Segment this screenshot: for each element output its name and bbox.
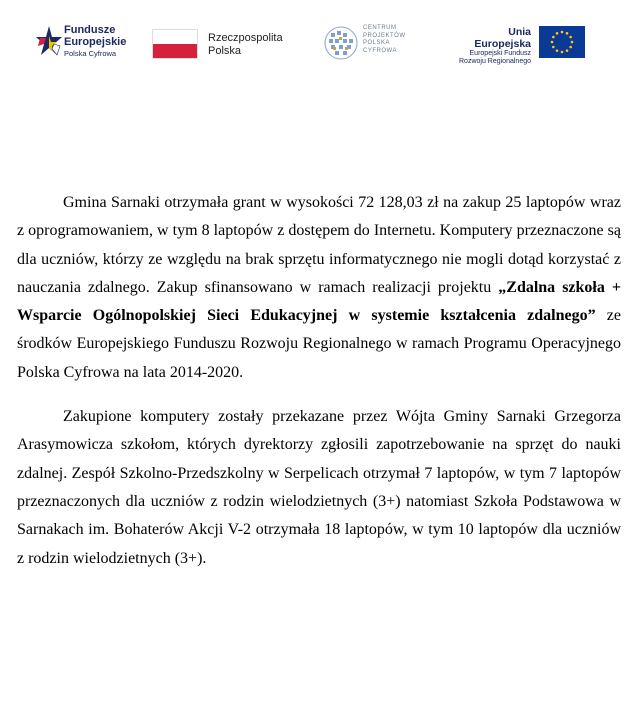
centrum-projektow-logo — [323, 20, 413, 68]
eu-star — [552, 36, 555, 39]
eu-star — [556, 32, 559, 35]
eu-star — [561, 51, 564, 54]
rzeczpospolita-logo — [152, 20, 292, 68]
eu-star — [569, 36, 572, 39]
eu-flag-icon — [539, 26, 585, 58]
fundusze-line1: Fundusze — [64, 24, 116, 36]
centrum-line4: CYFROWA — [363, 47, 397, 54]
eu-star — [571, 41, 574, 44]
unia-line2: Europejski Fundusz — [469, 50, 531, 58]
fundusze-line2: Europejskie — [64, 35, 127, 48]
logo-bar — [0, 20, 634, 68]
eu-star — [569, 46, 572, 49]
eu-star — [561, 31, 564, 34]
centrum-line1: CENTRUM — [363, 25, 397, 31]
unia-europejska-logo — [449, 20, 589, 68]
article-body — [17, 189, 621, 573]
paragraph-1-intro: Gmina Sarnaki otrzymała grant w wysokości 72 128,03 zł na zakup 25 laptopów wraz z oprogramowaniem, w tym 8 laptopów z dostępem do Internetu. Komputery przeznaczone są dla uczniów, którzy ze względu na brak sprzętu informatycznego nie mogli dotąd korzystać z nauczania zdalnego. Zakup sfinansowano w ramach realizacji projektu — [17, 194, 621, 296]
centrum-line3: POLSKA — [363, 40, 391, 46]
unia-line3: Rozwoju Regionalnego — [459, 58, 531, 66]
centrum-network-icon — [323, 25, 359, 61]
paragraph-2: Zakupione komputery zostały przekazane przez Wójta Gminy Sarnaki Grzegorza Arasymowicza szkołom, których dyrektorzy zgłosili zapotrzebowanie na sprzęt do nauki zdalnej. Zespół Szkolno-Przedszkolny w Serpelicach otrzymał 7 laptopów, w tym 7 laptopów przeznaczonych dla uczniów z rodzin wielodzietnych (3+) natomiast Szkoła Podstawowa w Sarnakach im. Bohaterów Akcji V-2 otrzymała 18 laptopów, w tym 10 laptopów dla uczniów z rodzin wielodzietnych (3+). — [17, 408, 621, 567]
fundusze-line3: Polska Cyfrowa — [64, 49, 117, 59]
fundusze-europejskie-logo — [36, 20, 136, 68]
project-title: „Zdalna szkoła + Wsparcie Ogólnopolskiej Sieci Edukacyjnej w systemie kształcenia zdalnego” — [17, 278, 621, 325]
eu-star — [556, 49, 559, 52]
eu-star — [552, 46, 555, 49]
rzeczpospolita-line1: Rzeczpospolita — [208, 32, 283, 44]
eu-star — [551, 41, 554, 44]
centrum-line2: PROJEKTÓW — [363, 32, 406, 39]
polish-flag-icon — [152, 29, 198, 59]
unia-line1: Unia Europejska — [474, 26, 531, 51]
paragraph-1 — [17, 189, 621, 387]
rzeczpospolita-line2: Polska — [208, 44, 242, 57]
paragraph-1-outro: ze środków Europejskiego Funduszu Rozwoju Regionalnego w ramach Programu Operacyjnego Polska Cyfrowa na lata 2014-2020. — [17, 307, 622, 381]
eu-star — [566, 49, 569, 52]
eu-star — [566, 32, 569, 35]
fundusze-star-icon — [36, 24, 62, 64]
